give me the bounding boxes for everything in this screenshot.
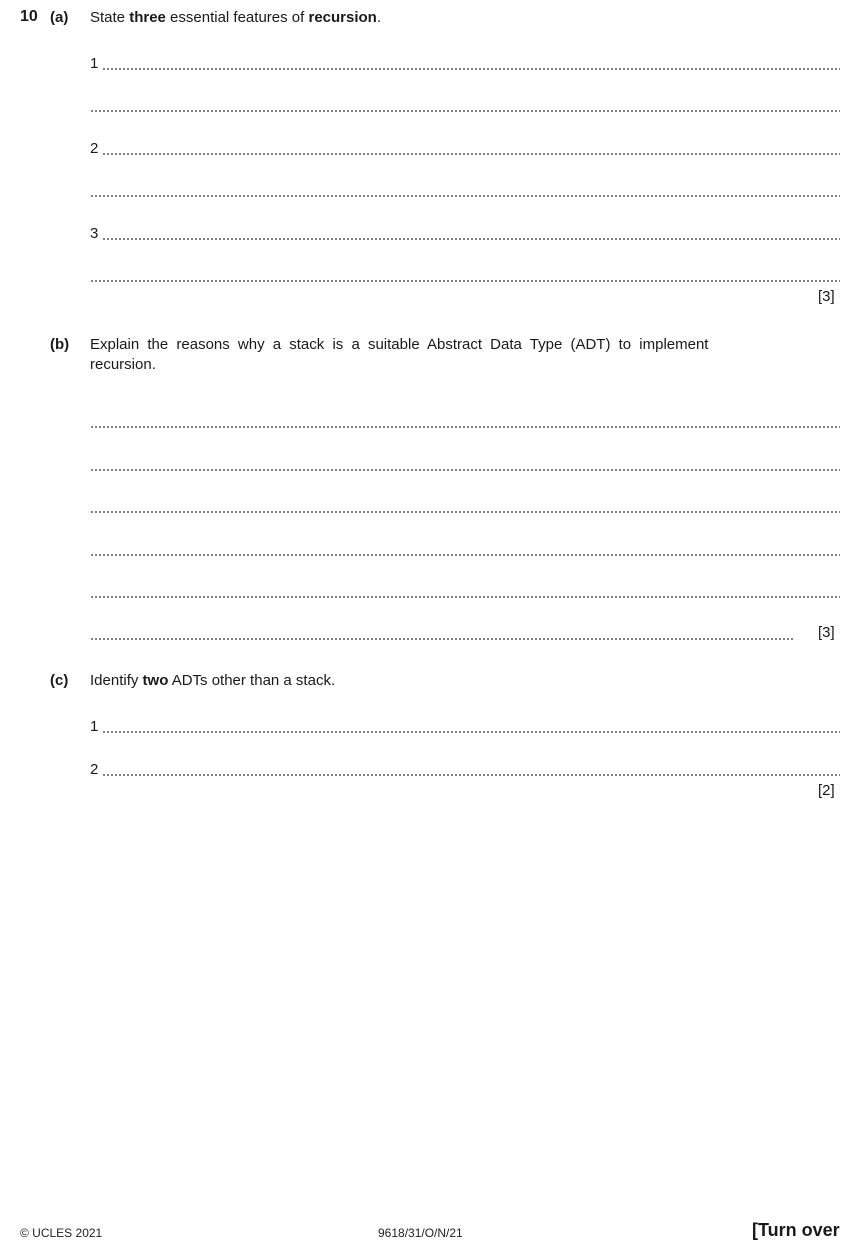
dotted-line [102,774,840,776]
line-number: 2 [90,140,99,157]
dotted-line [90,511,840,513]
dotted-line [90,469,840,471]
answer-line-a-1[interactable] [90,54,840,72]
question-number: 10 [20,8,38,25]
answer-line-b-6[interactable] [90,624,795,642]
line-number: 3 [90,225,99,242]
part-a-stem-pre: State [90,9,130,26]
answer-line-b-3[interactable] [90,497,840,515]
part-c-stem-post: ADTs other than a stack. [168,672,336,689]
answer-line-b-5[interactable] [90,582,840,600]
answer-line-a-2[interactable] [90,139,840,157]
dotted-line [90,195,840,197]
answer-line-c-2[interactable] [90,760,840,778]
part-b-stem-line1: Explain the reasons why a stack is a suitable Abstract Data Type (ADT) to implement [90,336,709,353]
answer-line-a-3[interactable] [90,224,840,242]
dotted-line [102,238,840,240]
dotted-line [102,68,840,70]
part-c-label: (c) [50,672,69,689]
dotted-line [90,638,795,640]
answer-line-a-3-cont[interactable] [90,266,840,284]
dotted-line [102,153,840,155]
part-a-stem-post: . [376,9,382,26]
answer-line-b-4[interactable] [90,540,840,558]
dotted-line [90,110,840,112]
dotted-line [90,280,840,282]
part-a-stem [90,8,381,28]
dotted-line [90,554,840,556]
answer-line-b-2[interactable] [90,455,840,473]
part-c-stem-bold-two: two [142,672,169,689]
turn-over-label: [Turn over [752,1220,840,1240]
part-b-stem-line2: recursion. [90,356,156,373]
answer-line-c-1[interactable] [90,717,840,735]
answer-line-b-1[interactable] [90,412,840,430]
part-c-stem-pre: Identify [90,672,143,689]
part-b-marks: [3] [818,624,835,641]
answer-line-a-1-cont[interactable] [90,96,840,114]
part-a-stem-bold-recursion: recursion [308,9,377,26]
dotted-line [90,596,840,598]
line-number: 1 [90,55,99,72]
part-a-stem-mid: essential features of [165,9,309,26]
dotted-line [102,731,840,733]
dotted-line [90,426,840,428]
line-number: 2 [90,761,99,778]
part-a-marks: [3] [818,288,835,305]
part-c-marks: [2] [818,782,835,799]
footer-paper-code: 9618/31/O/N/21 [378,1226,463,1240]
answer-line-a-2-cont[interactable] [90,181,840,199]
part-c-stem [90,671,335,691]
part-a-stem-bold-three: three [129,9,166,26]
footer-copyright: © UCLES 2021 [20,1226,103,1240]
part-b-label: (b) [50,336,70,353]
part-a-label: (a) [50,9,69,26]
line-number: 1 [90,718,99,735]
